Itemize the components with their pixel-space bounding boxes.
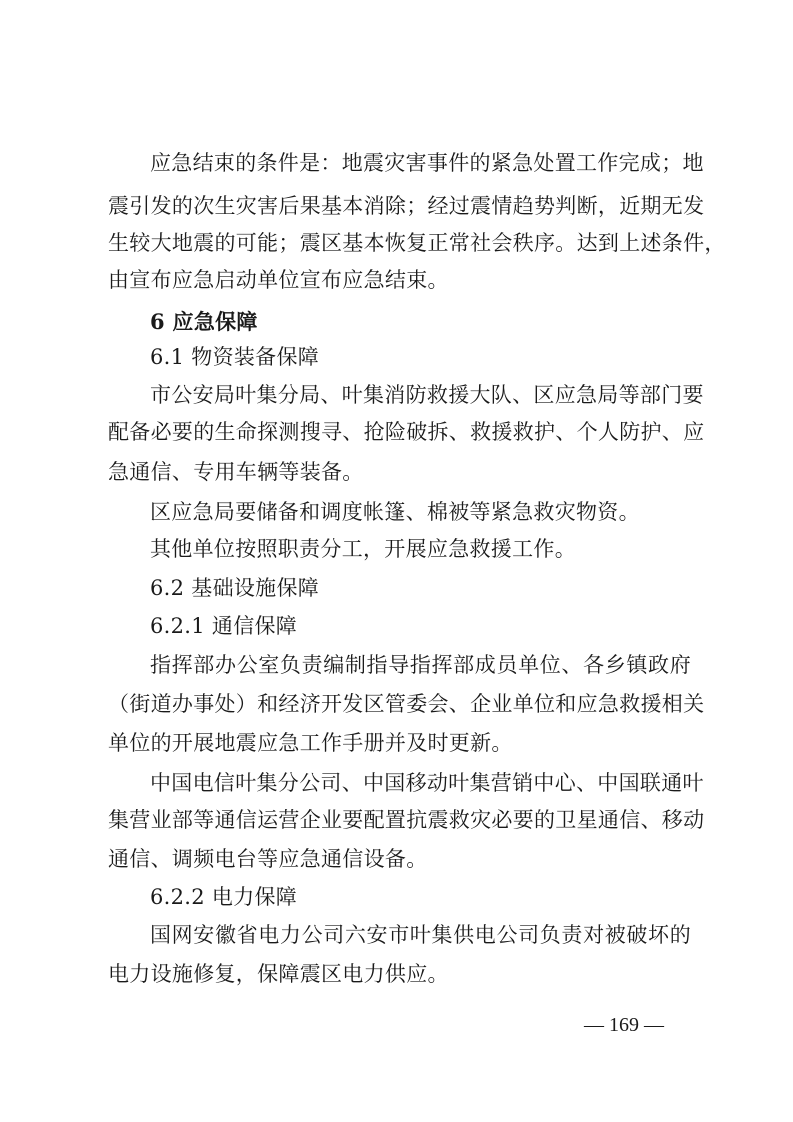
paragraph-line: 集营业部等通信运营企业要配置抗震救灾必要的卫星通信、移动 <box>108 808 705 832</box>
paragraph-line: 国网安徽省电力公司六安市叶集供电公司负责对被破坏的 <box>150 923 691 947</box>
paragraph-line: 其他单位按照职责分工，开展应急救援工作。 <box>150 537 576 561</box>
paragraph-line: 由宣布应急启动单位宣布应急结束。 <box>108 268 449 292</box>
paragraph-line: 指挥部办公室负责编制指导指挥部成员单位、各乡镇政府 <box>150 653 691 677</box>
page-number: — 169 — <box>584 1014 664 1036</box>
subsection-heading: 6.2.1 通信保障 <box>150 614 298 638</box>
paragraph-line: 电力设施修复，保障震区电力供应。 <box>108 962 449 986</box>
paragraph-line: （街道办事处）和经济开发区管委会、企业单位和应急救援相关 <box>108 692 705 716</box>
paragraph-line: 区应急局要储备和调度帐篷、棉被等紧急救灾物资。 <box>150 500 640 524</box>
paragraph-line: 市公安局叶集分局、叶集消防救援大队、区应急局等部门要 <box>150 383 704 407</box>
paragraph-line: 应急结束的条件是：地震灾害事件的紧急处置工作完成；地 <box>150 151 704 175</box>
paragraph-line: 通信、调频电台等应急通信设备。 <box>108 847 428 871</box>
paragraph-line: 单位的开展地震应急工作手册并及时更新。 <box>108 731 513 755</box>
section-heading: 6 应急保障 <box>150 309 258 334</box>
paragraph-line: 急通信、专用车辆等装备。 <box>108 460 364 484</box>
paragraph-line: 震引发的次生灾害后果基本消除；经过震情趋势判断，近期无发 <box>108 194 705 218</box>
subsection-heading: 6.2 基础设施保障 <box>150 576 320 600</box>
paragraph-line: 生较大地震的可能；震区基本恢复正常社会秩序。达到上述条件， <box>108 231 726 255</box>
subsection-heading: 6.2.2 电力保障 <box>150 885 298 909</box>
paragraph-line: 配备必要的生命探测搜寻、抢险破拆、救援救护、个人防护、应 <box>108 420 705 444</box>
subsection-heading: 6.1 物资装备保障 <box>150 345 320 369</box>
paragraph-line: 中国电信叶集分公司、中国移动叶集营销中心、中国联通叶 <box>150 771 704 795</box>
